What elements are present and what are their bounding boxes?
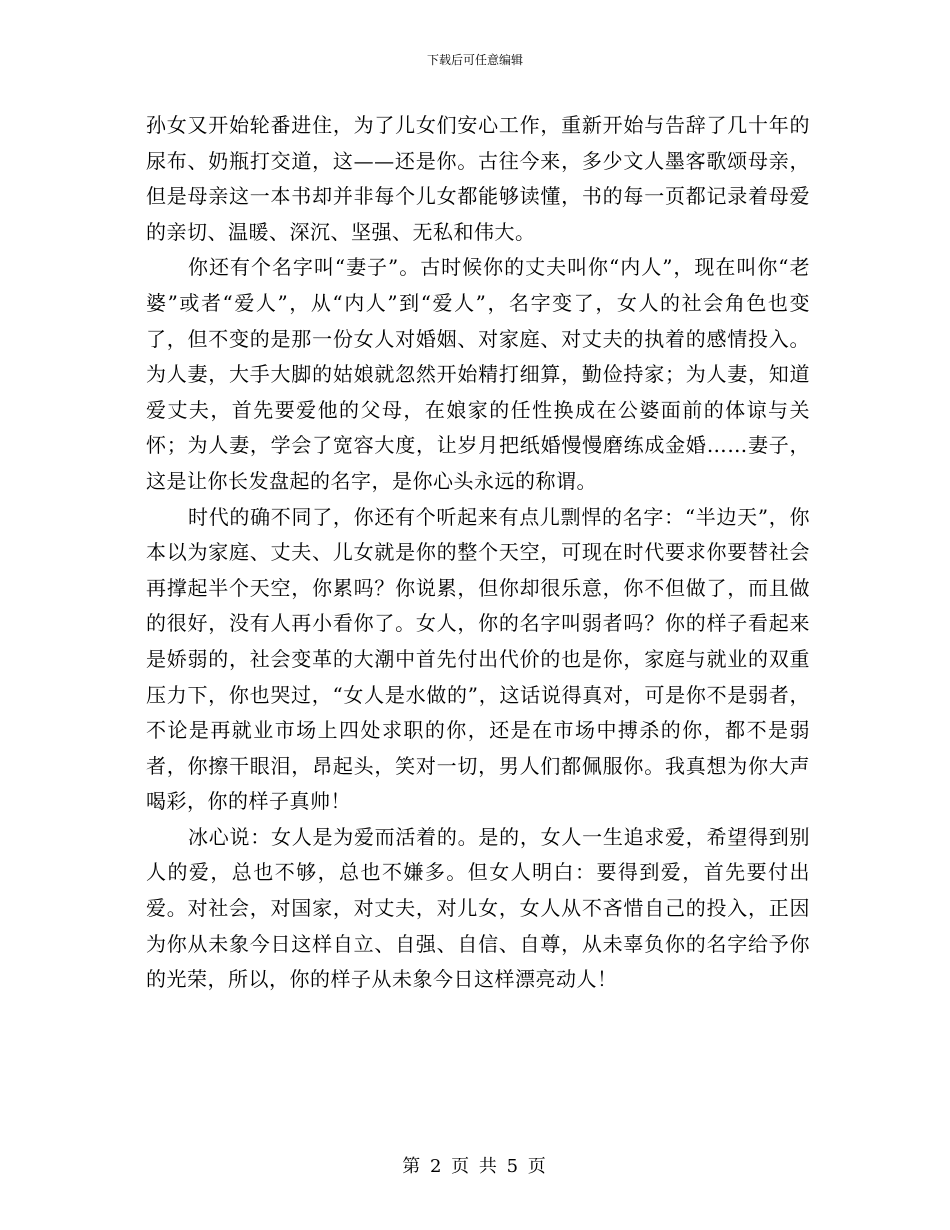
paragraph-continuation: 孙女又开始轮番进住，为了儿女们安心工作，重新开始与告辞了几十年的尿布、奶瓶打交道，这——还是你。古往今来，多少文人墨客歌颂母亲，但是母亲这一本书却并非每个儿女都能够读懂，书的每一页都记录着母爱的亲切、温暖、深沉、坚强、无私和伟大。 [146, 113, 810, 244]
paragraph-wife: 你还有个名字叫“妻子”。古时候你的丈夫叫你“内人”，现在叫你“老婆”或者“爱人”，从“内人”到“爱人”，名字变了，女人的社会角色也变了，但不变的是那一份女人对婚姻、对家庭、对丈夫的执着的感情投入。为人妻，大手大脚的姑娘就忽然开始精打细算，勤俭持家；为人妻，知道爱丈夫，首先要爱他的父母，在娘家的任性换成在公婆面前的体谅与关怀；为人妻，学会了宽容大度，让岁月把纸婚慢慢磨练成金婚……妻子，这是让你长发盘起的名字，是你心头永远的称谓。 [146, 255, 810, 493]
paragraph-half-sky: 时代的确不同了，你还有个听起来有点儿剽悍的名字：“半边天”，你本以为家庭、丈夫、儿女就是你的整个天空，可现在时代要求你要替社会再撑起半个天空，你累吗？你说累，但你却很乐意，你不但做了，而且做的很好，没有人再小看你了。女人，你的名字叫弱者吗？你的样子看起来是娇弱的，社会变革的大潮中首先付出代价的也是你，家庭与就业的双重压力下，你也哭过，“女人是水做的”，这话说得真对，可是你不是弱者，不论是再就业市场上四处求职的你，还是在市场中搏杀的你，都不是弱者，你擦干眼泪，昂起头，笑对一切，男人们都佩服你。我真想为你大声喝彩，你的样子真帅！ [146, 504, 810, 814]
page-footer: 第 2 页 共 5 页 [402, 1156, 548, 1177]
paragraph-bingxin: 冰心说：女人是为爱而活着的。是的，女人一生追求爱，希望得到别人的爱，总也不够，总也不嫌多。但女人明白：要得到爱，首先要付出爱。对社会，对国家，对丈夫，对儿女，女人从不吝惜自己的投入，正因为你从未象今日这样自立、自强、自信、自尊，从未辜负你的名字给予你的光荣，所以，你的样子从未象今日这样漂亮动人！ [146, 824, 810, 992]
document-body [146, 108, 810, 998]
page-header: 下载后可任意编辑 [426, 53, 523, 67]
